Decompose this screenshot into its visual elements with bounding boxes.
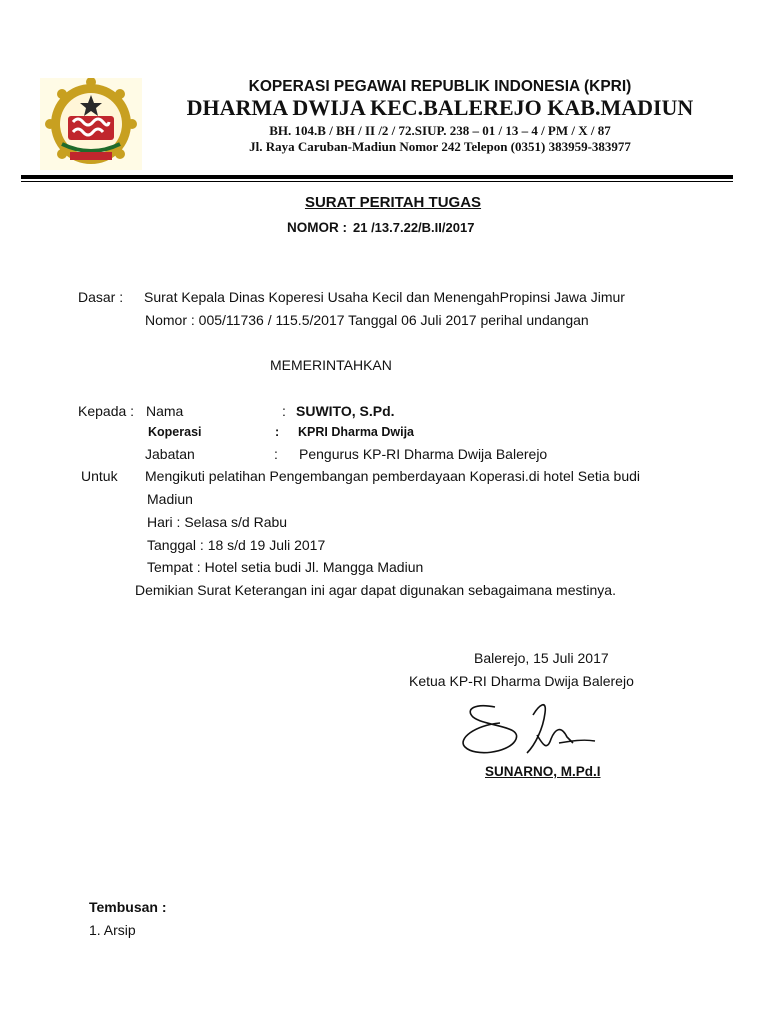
closing-statement: Demikian Surat Keterangan ini agar dapat digunakan sebagaimana mestinya.	[135, 582, 616, 598]
untuk-line1: Mengikuti pelatihan Pengembangan pemberdayaan Koperasi.di hotel Setia budi	[145, 468, 641, 484]
untuk-line2: Madiun	[147, 491, 193, 507]
hari-line: Hari : Selasa s/d Rabu	[147, 514, 288, 530]
nomor-label: NOMOR :	[287, 220, 347, 235]
document-number	[287, 220, 474, 235]
org-registration: BH. 104.B / BH / II /2 / 72.SIUP. 238 – 01 / 13 – 4 / PM / X / 87	[269, 123, 611, 138]
nama-colon: :	[282, 403, 286, 419]
jabatan-colon: :	[274, 446, 278, 462]
signer-name: SUNARNO, M.Pd.I	[485, 764, 601, 779]
jabatan-value: Pengurus KP-RI Dharma Dwija Balerejo	[299, 446, 548, 462]
kepada-label: Kepada :	[78, 403, 135, 419]
koperasi-colon: :	[275, 425, 280, 439]
org-address: Jl. Raya Caruban-Madiun Nomor 242 Telepon (0351) 383959-383977	[249, 139, 631, 154]
nama-value: SUWITO, S.Pd.	[296, 403, 395, 419]
tempat-line: Tempat : Hotel setia budi Jl. Mangga Madiun	[147, 559, 424, 575]
header-divider-thin	[21, 181, 733, 182]
untuk-label: Untuk	[81, 468, 118, 484]
handwritten-signature-icon	[455, 695, 605, 765]
dasar-line1: Surat Kepala Dinas Koperesi Usaha Kecil dan MenengahPropinsi Jawa Jimur	[144, 289, 625, 305]
document-title: SURAT PERITAH TUGAS	[304, 194, 482, 211]
koperasi-value: KPRI Dharma Dwija	[298, 425, 415, 439]
tembusan-label: Tembusan :	[89, 899, 167, 915]
koperasi-label: Koperasi	[148, 425, 202, 439]
jabatan-label: Jabatan	[145, 446, 195, 462]
memerintahkan-heading: MEMERINTAHKAN	[270, 357, 392, 373]
tanggal-line: Tanggal : 18 s/d 19 Juli 2017	[147, 537, 326, 553]
cooperative-emblem-icon	[40, 78, 142, 170]
nama-label: Nama	[146, 403, 184, 419]
nomor-value: 21 /13.7.22/B.II/2017	[353, 220, 475, 235]
org-name-line2: DHARMA DWIJA KEC.BALEREJO KAB.MADIUN	[186, 95, 694, 120]
org-name-line1: KOPERASI PEGAWAI REPUBLIK INDONESIA (KPRI)	[248, 78, 632, 95]
place-date: Balerejo, 15 Juli 2017	[474, 650, 609, 666]
signer-position: Ketua KP-RI Dharma Dwija Balerejo	[409, 673, 634, 689]
dasar-label: Dasar :	[78, 289, 124, 305]
tembusan-item: 1. Arsip	[89, 922, 136, 938]
dasar-line2: Nomor : 005/11736 / 115.5/2017 Tanggal 06 Juli 2017 perihal undangan	[145, 312, 589, 328]
header-divider-thick	[21, 175, 733, 179]
